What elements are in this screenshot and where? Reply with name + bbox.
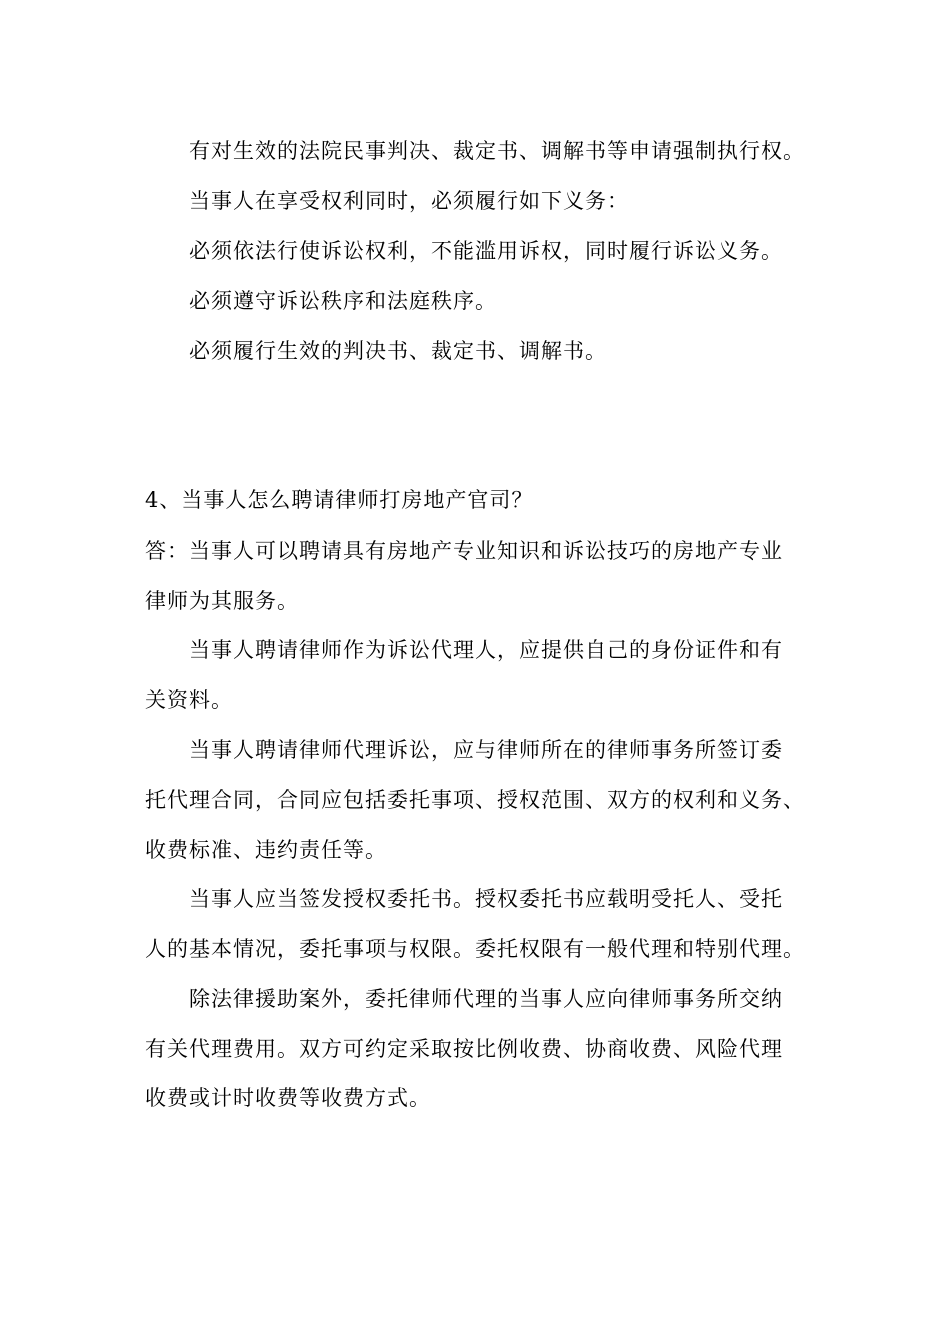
paragraph-line: 人的基本情况，委托事项与权限。委托权限有一般代理和特别代理。 (145, 937, 805, 961)
section-heading: 4、当事人怎么聘请律师打房地产官司？ (145, 488, 534, 512)
paragraph-line: 当事人聘请律师代理诉讼，应与律师所在的律师事务所签订委 (189, 738, 783, 762)
paragraph-line: 必须履行生效的判决书、裁定书、调解书。 (189, 339, 607, 363)
paragraph-line: 除法律援助案外，委托律师代理的当事人应向律师事务所交纳 (189, 987, 783, 1011)
paragraph-line: 答：当事人可以聘请具有房地产专业知识和诉讼技巧的房地产专业 (145, 539, 783, 563)
paragraph-line: 律师为其服务。 (145, 589, 299, 613)
paragraph-line: 收费标准、违约责任等。 (145, 838, 387, 862)
paragraph-line: 当事人应当签发授权委托书。授权委托书应载明受托人、受托 (189, 887, 783, 911)
paragraph-line: 收费或计时收费等收费方式。 (145, 1086, 431, 1110)
paragraph-line: 必须遵守诉讼秩序和法庭秩序。 (189, 289, 497, 313)
paragraph-line: 当事人聘请律师作为诉讼代理人，应提供自己的身份证件和有 (189, 638, 783, 662)
paragraph-line: 关资料。 (145, 688, 233, 712)
paragraph-line: 必须依法行使诉讼权利，不能滥用诉权，同时履行诉讼义务。 (189, 239, 783, 263)
paragraph-line: 当事人在享受权利同时，必须履行如下义务： (189, 189, 629, 213)
paragraph-line: 托代理合同，合同应包括委托事项、授权范围、双方的权利和义务、 (145, 788, 805, 812)
paragraph-line: 有关代理费用。双方可约定采取按比例收费、协商收费、风险代理 (145, 1037, 783, 1061)
paragraph-line: 有对生效的法院民事判决、裁定书、调解书等申请强制执行权。 (189, 139, 805, 163)
